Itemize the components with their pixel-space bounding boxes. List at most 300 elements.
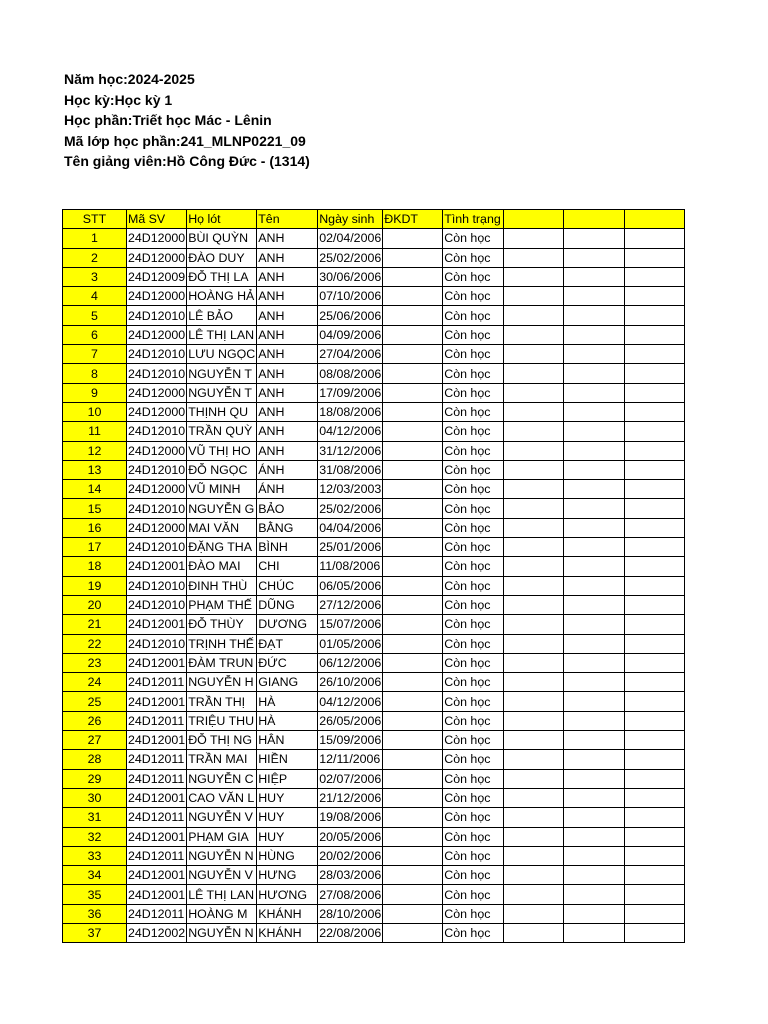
cell-empty: [625, 460, 685, 479]
cell-empty: [504, 557, 564, 576]
cell-student-id: 24D12000: [127, 402, 187, 421]
cell-empty: [625, 827, 685, 846]
cell-status: Còn học: [443, 808, 504, 827]
cell-empty: [625, 422, 685, 441]
school-year: Năm học:2024-2025: [64, 71, 195, 87]
cell-student-id: 24D12001: [127, 827, 187, 846]
table-row: [63, 287, 685, 306]
document-header: [64, 69, 310, 172]
cell-empty: [564, 422, 625, 441]
col-header-empty: [564, 210, 625, 229]
cell-status: Còn học: [443, 673, 504, 692]
cell-empty: [625, 653, 685, 672]
cell-empty: [625, 364, 685, 383]
table-row: [63, 306, 685, 325]
cell-empty: [625, 306, 685, 325]
cell-empty: [504, 538, 564, 557]
cell-empty: [564, 673, 625, 692]
cell-first-name: CHI: [257, 557, 318, 576]
cell-exam-eligibility: [383, 653, 443, 672]
cell-exam-eligibility: [383, 750, 443, 769]
cell-birth-date: 25/02/2006: [318, 248, 383, 267]
cell-exam-eligibility: [383, 923, 443, 942]
cell-empty: [564, 827, 625, 846]
cell-first-name: HÙNG: [257, 846, 318, 865]
cell-last-middle-name: LÊ THỊ LAN: [187, 885, 257, 904]
class-code: Mã lớp học phần:241_MLNP0221_09: [64, 132, 306, 149]
cell-status: Còn học: [443, 595, 504, 614]
cell-empty: [504, 248, 564, 267]
cell-stt: 7: [63, 345, 127, 364]
cell-first-name: ANH: [257, 229, 318, 248]
cell-status: Còn học: [443, 557, 504, 576]
cell-empty: [625, 402, 685, 421]
cell-student-id: 24D12000: [127, 229, 187, 248]
cell-stt: 15: [63, 499, 127, 518]
table-row: [63, 827, 685, 846]
cell-empty: [625, 692, 685, 711]
cell-last-middle-name: BÙI QUỲN: [187, 229, 257, 248]
cell-birth-date: 25/02/2006: [318, 499, 383, 518]
cell-empty: [564, 480, 625, 499]
cell-status: Còn học: [443, 750, 504, 769]
cell-last-middle-name: LÊ THỊ LAN: [187, 325, 257, 344]
cell-student-id: 24D12011: [127, 673, 187, 692]
cell-first-name: KHÁNH: [257, 923, 318, 942]
cell-status: Còn học: [443, 904, 504, 923]
cell-status: Còn học: [443, 229, 504, 248]
cell-empty: [625, 673, 685, 692]
table-row: [63, 615, 685, 634]
cell-first-name: ANH: [257, 383, 318, 402]
cell-status: Còn học: [443, 692, 504, 711]
table-row: [63, 731, 685, 750]
cell-exam-eligibility: [383, 595, 443, 614]
cell-empty: [564, 923, 625, 942]
cell-exam-eligibility: [383, 364, 443, 383]
cell-student-id: 24D12001: [127, 557, 187, 576]
cell-empty: [504, 480, 564, 499]
cell-exam-eligibility: [383, 788, 443, 807]
cell-last-middle-name: NGUYỄN T: [187, 383, 257, 402]
cell-status: Còn học: [443, 846, 504, 865]
cell-first-name: ANH: [257, 248, 318, 267]
cell-first-name: HIỆP: [257, 769, 318, 788]
cell-last-middle-name: ĐINH THÙ: [187, 576, 257, 595]
cell-exam-eligibility: [383, 480, 443, 499]
cell-stt: 27: [63, 731, 127, 750]
cell-empty: [504, 692, 564, 711]
cell-empty: [564, 788, 625, 807]
cell-first-name: ANH: [257, 364, 318, 383]
cell-last-middle-name: ĐẶNG THA: [187, 538, 257, 557]
cell-empty: [504, 866, 564, 885]
cell-stt: 20: [63, 595, 127, 614]
cell-last-middle-name: NGUYỄN G: [187, 499, 257, 518]
cell-first-name: DŨNG: [257, 595, 318, 614]
cell-stt: 14: [63, 480, 127, 499]
cell-stt: 25: [63, 692, 127, 711]
cell-stt: 31: [63, 808, 127, 827]
cell-first-name: KHÁNH: [257, 904, 318, 923]
cell-empty: [504, 711, 564, 730]
cell-student-id: 24D12011: [127, 750, 187, 769]
cell-student-id: 24D12001: [127, 653, 187, 672]
cell-empty: [564, 808, 625, 827]
cell-empty: [625, 518, 685, 537]
cell-empty: [625, 345, 685, 364]
cell-student-id: 24D12000: [127, 518, 187, 537]
col-header-empty: [625, 210, 685, 229]
cell-status: Còn học: [443, 480, 504, 499]
table-row: [63, 460, 685, 479]
cell-student-id: 24D12011: [127, 769, 187, 788]
cell-birth-date: 04/12/2006: [318, 422, 383, 441]
cell-last-middle-name: TRẦN QUỲ: [187, 422, 257, 441]
cell-empty: [504, 383, 564, 402]
cell-stt: 37: [63, 923, 127, 942]
cell-status: Còn học: [443, 769, 504, 788]
cell-stt: 30: [63, 788, 127, 807]
cell-stt: 6: [63, 325, 127, 344]
cell-empty: [564, 345, 625, 364]
cell-last-middle-name: TRIỆU THU: [187, 711, 257, 730]
cell-last-middle-name: MAI VĂN: [187, 518, 257, 537]
cell-birth-date: 19/08/2006: [318, 808, 383, 827]
cell-empty: [625, 634, 685, 653]
cell-empty: [504, 634, 564, 653]
cell-empty: [564, 306, 625, 325]
cell-empty: [504, 576, 564, 595]
cell-empty: [504, 345, 564, 364]
cell-exam-eligibility: [383, 769, 443, 788]
cell-birth-date: 26/10/2006: [318, 673, 383, 692]
cell-first-name: ANH: [257, 422, 318, 441]
cell-empty: [625, 615, 685, 634]
cell-exam-eligibility: [383, 827, 443, 846]
cell-empty: [564, 846, 625, 865]
cell-empty: [564, 364, 625, 383]
cell-first-name: ANH: [257, 402, 318, 421]
cell-exam-eligibility: [383, 808, 443, 827]
cell-last-middle-name: VŨ THỊ HO: [187, 441, 257, 460]
cell-exam-eligibility: [383, 885, 443, 904]
cell-empty: [504, 653, 564, 672]
cell-last-middle-name: PHẠM THẾ: [187, 595, 257, 614]
cell-first-name: ANH: [257, 287, 318, 306]
cell-exam-eligibility: [383, 287, 443, 306]
cell-student-id: 24D12001: [127, 615, 187, 634]
cell-empty: [504, 808, 564, 827]
cell-student-id: 24D12001: [127, 885, 187, 904]
cell-empty: [504, 885, 564, 904]
cell-exam-eligibility: [383, 518, 443, 537]
cell-stt: 34: [63, 866, 127, 885]
cell-last-middle-name: NGUYỄN C: [187, 769, 257, 788]
cell-last-middle-name: PHẠM GIA: [187, 827, 257, 846]
cell-empty: [564, 711, 625, 730]
cell-first-name: ÁNH: [257, 480, 318, 499]
cell-birth-date: 07/10/2006: [318, 287, 383, 306]
cell-status: Còn học: [443, 267, 504, 286]
cell-first-name: BÌNH: [257, 538, 318, 557]
cell-last-middle-name: ĐỖ THỊ NG: [187, 731, 257, 750]
cell-stt: 24: [63, 673, 127, 692]
cell-last-middle-name: VŨ MINH: [187, 480, 257, 499]
cell-stt: 22: [63, 634, 127, 653]
cell-empty: [625, 480, 685, 499]
table-row: [63, 325, 685, 344]
cell-status: Còn học: [443, 460, 504, 479]
cell-empty: [625, 229, 685, 248]
cell-first-name: HÀ: [257, 692, 318, 711]
col-header-exam-eligibility: ĐKDT: [383, 210, 443, 229]
cell-student-id: 24D12010: [127, 595, 187, 614]
cell-empty: [504, 287, 564, 306]
table-row: [63, 904, 685, 923]
table-row: [63, 576, 685, 595]
cell-first-name: ĐỨC: [257, 653, 318, 672]
cell-empty: [504, 402, 564, 421]
cell-student-id: 24D12010: [127, 634, 187, 653]
cell-student-id: 24D12000: [127, 441, 187, 460]
cell-first-name: ANH: [257, 267, 318, 286]
table-row: [63, 480, 685, 499]
cell-student-id: 24D12000: [127, 480, 187, 499]
cell-empty: [625, 499, 685, 518]
cell-empty: [564, 248, 625, 267]
cell-empty: [564, 692, 625, 711]
cell-last-middle-name: HOÀNG M: [187, 904, 257, 923]
table-row: [63, 750, 685, 769]
table-row: [63, 788, 685, 807]
cell-empty: [564, 769, 625, 788]
cell-empty: [625, 769, 685, 788]
cell-birth-date: 21/12/2006: [318, 788, 383, 807]
cell-status: Còn học: [443, 653, 504, 672]
cell-birth-date: 08/08/2006: [318, 364, 383, 383]
cell-stt: 29: [63, 769, 127, 788]
cell-empty: [564, 325, 625, 344]
cell-last-middle-name: TRỊNH THẾ: [187, 634, 257, 653]
table-row: [63, 866, 685, 885]
course-name: Học phần:Triết học Mác - Lênin: [64, 112, 272, 129]
cell-empty: [564, 595, 625, 614]
table-row: [63, 692, 685, 711]
cell-stt: 36: [63, 904, 127, 923]
cell-empty: [564, 229, 625, 248]
cell-student-id: 24D12000: [127, 248, 187, 267]
cell-status: Còn học: [443, 499, 504, 518]
table-row: [63, 441, 685, 460]
cell-exam-eligibility: [383, 615, 443, 634]
cell-birth-date: 04/12/2006: [318, 692, 383, 711]
table-row: [63, 673, 685, 692]
cell-student-id: 24D12001: [127, 731, 187, 750]
cell-exam-eligibility: [383, 306, 443, 325]
cell-status: Còn học: [443, 325, 504, 344]
cell-student-id: 24D12000: [127, 287, 187, 306]
cell-stt: 11: [63, 422, 127, 441]
cell-birth-date: 28/10/2006: [318, 904, 383, 923]
cell-last-middle-name: NGUYỄN H: [187, 673, 257, 692]
table-row: [63, 885, 685, 904]
table-row: [63, 499, 685, 518]
cell-empty: [625, 325, 685, 344]
cell-birth-date: 31/08/2006: [318, 460, 383, 479]
cell-last-middle-name: LƯU NGỌC: [187, 345, 257, 364]
cell-empty: [625, 576, 685, 595]
col-header-stt: STT: [63, 210, 127, 229]
cell-first-name: DƯƠNG: [257, 615, 318, 634]
col-header-student-id: Mã SV: [127, 210, 187, 229]
table-row: [63, 595, 685, 614]
cell-student-id: 24D12002: [127, 923, 187, 942]
cell-first-name: ANH: [257, 306, 318, 325]
cell-empty: [564, 653, 625, 672]
cell-status: Còn học: [443, 711, 504, 730]
cell-stt: 16: [63, 518, 127, 537]
cell-birth-date: 15/07/2006: [318, 615, 383, 634]
cell-birth-date: 04/09/2006: [318, 325, 383, 344]
cell-exam-eligibility: [383, 248, 443, 267]
cell-stt: 33: [63, 846, 127, 865]
cell-empty: [625, 750, 685, 769]
cell-birth-date: 18/08/2006: [318, 402, 383, 421]
cell-stt: 28: [63, 750, 127, 769]
cell-exam-eligibility: [383, 267, 443, 286]
cell-empty: [504, 673, 564, 692]
cell-status: Còn học: [443, 306, 504, 325]
cell-status: Còn học: [443, 248, 504, 267]
cell-first-name: ÁNH: [257, 460, 318, 479]
cell-first-name: HUY: [257, 808, 318, 827]
cell-stt: 19: [63, 576, 127, 595]
cell-birth-date: 01/05/2006: [318, 634, 383, 653]
cell-empty: [564, 731, 625, 750]
cell-stt: 17: [63, 538, 127, 557]
table-row: [63, 538, 685, 557]
cell-empty: [625, 287, 685, 306]
cell-empty: [625, 383, 685, 402]
table-row: [63, 518, 685, 537]
cell-empty: [625, 846, 685, 865]
cell-first-name: HƯƠNG: [257, 885, 318, 904]
col-header-first-name: Tên: [257, 210, 318, 229]
cell-empty: [564, 499, 625, 518]
cell-exam-eligibility: [383, 866, 443, 885]
cell-status: Còn học: [443, 827, 504, 846]
cell-last-middle-name: THỊNH QU: [187, 402, 257, 421]
cell-stt: 1: [63, 229, 127, 248]
cell-first-name: HUY: [257, 827, 318, 846]
cell-empty: [504, 306, 564, 325]
cell-status: Còn học: [443, 402, 504, 421]
cell-birth-date: 25/06/2006: [318, 306, 383, 325]
cell-last-middle-name: ĐỖ NGỌC: [187, 460, 257, 479]
cell-empty: [504, 460, 564, 479]
cell-last-middle-name: NGUYỄN N: [187, 923, 257, 942]
cell-stt: 13: [63, 460, 127, 479]
cell-status: Còn học: [443, 576, 504, 595]
cell-status: Còn học: [443, 441, 504, 460]
cell-empty: [564, 750, 625, 769]
cell-empty: [564, 441, 625, 460]
cell-exam-eligibility: [383, 673, 443, 692]
semester: Học kỳ:Học kỳ 1: [64, 91, 173, 108]
table-row: [63, 229, 685, 248]
cell-first-name: ANH: [257, 345, 318, 364]
cell-empty: [504, 750, 564, 769]
cell-student-id: 24D12011: [127, 846, 187, 865]
cell-status: Còn học: [443, 788, 504, 807]
cell-status: Còn học: [443, 345, 504, 364]
cell-status: Còn học: [443, 885, 504, 904]
cell-birth-date: 27/04/2006: [318, 345, 383, 364]
table-row: [63, 422, 685, 441]
cell-first-name: HÂN: [257, 731, 318, 750]
table-row: [63, 402, 685, 421]
cell-empty: [504, 422, 564, 441]
cell-last-middle-name: HOÀNG HẢ: [187, 287, 257, 306]
cell-empty: [564, 557, 625, 576]
cell-empty: [504, 923, 564, 942]
cell-student-id: 24D12011: [127, 808, 187, 827]
cell-status: Còn học: [443, 422, 504, 441]
cell-last-middle-name: ĐÀO MAI: [187, 557, 257, 576]
cell-student-id: 24D12010: [127, 499, 187, 518]
cell-empty: [564, 615, 625, 634]
cell-stt: 35: [63, 885, 127, 904]
table-row: [63, 634, 685, 653]
cell-empty: [504, 769, 564, 788]
cell-empty: [625, 731, 685, 750]
cell-first-name: GIANG: [257, 673, 318, 692]
cell-empty: [504, 904, 564, 923]
cell-first-name: HIỀN: [257, 750, 318, 769]
cell-empty: [625, 904, 685, 923]
cell-empty: [625, 923, 685, 942]
cell-empty: [504, 788, 564, 807]
col-header-empty: [504, 210, 564, 229]
cell-exam-eligibility: [383, 499, 443, 518]
cell-status: Còn học: [443, 866, 504, 885]
cell-exam-eligibility: [383, 711, 443, 730]
cell-student-id: 24D12010: [127, 460, 187, 479]
cell-empty: [625, 788, 685, 807]
cell-empty: [625, 441, 685, 460]
cell-empty: [504, 518, 564, 537]
lecturer-name: Tên giảng viên:Hồ Công Đức - (1314): [64, 153, 310, 170]
cell-empty: [504, 441, 564, 460]
cell-empty: [504, 827, 564, 846]
cell-empty: [625, 248, 685, 267]
cell-student-id: 24D12000: [127, 325, 187, 344]
cell-student-id: 24D12011: [127, 711, 187, 730]
cell-birth-date: 06/12/2006: [318, 653, 383, 672]
cell-last-middle-name: TRẦN THỊ: [187, 692, 257, 711]
cell-last-middle-name: NGUYỄN V: [187, 866, 257, 885]
cell-empty: [625, 808, 685, 827]
cell-empty: [504, 499, 564, 518]
cell-birth-date: 30/06/2006: [318, 267, 383, 286]
cell-birth-date: 11/08/2006: [318, 557, 383, 576]
cell-stt: 2: [63, 248, 127, 267]
cell-first-name: ĐẠT: [257, 634, 318, 653]
cell-stt: 4: [63, 287, 127, 306]
cell-exam-eligibility: [383, 538, 443, 557]
cell-last-middle-name: NGUYỄN T: [187, 364, 257, 383]
